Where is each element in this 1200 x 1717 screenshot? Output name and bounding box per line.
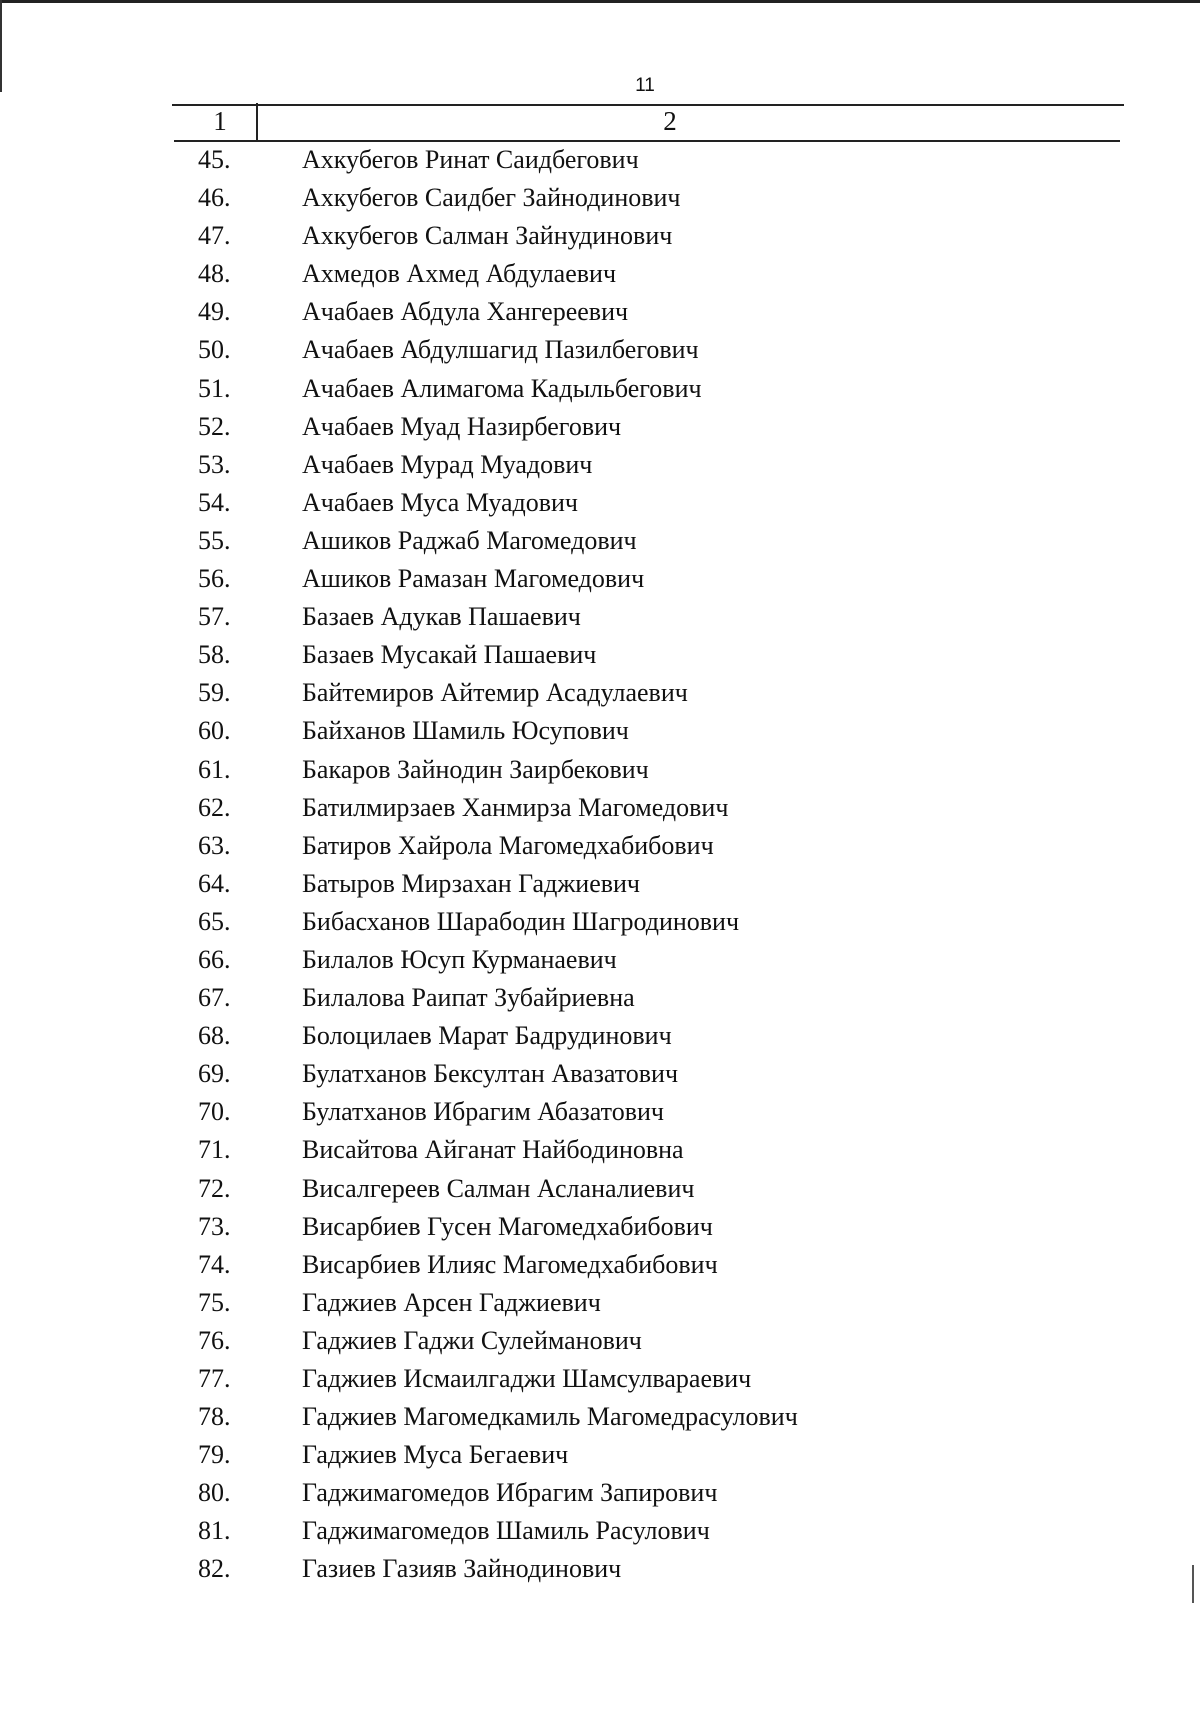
- person-name: Гаджиев Гаджи Сулейманович: [302, 1325, 642, 1355]
- table-row: [0, 979, 1200, 1017]
- row-number: 68.: [198, 1021, 231, 1051]
- table-row: [0, 522, 1200, 560]
- row-number: 77.: [198, 1364, 231, 1393]
- person-name: Аxкубегов Ринат Саидбегович: [302, 145, 639, 174]
- table-row: [0, 1055, 1200, 1093]
- row-number: 54.: [198, 487, 231, 517]
- person-name: Ачабаев Алимагома Кадыльбегович: [302, 373, 702, 403]
- row-number: 47.: [198, 221, 231, 251]
- person-name: Батиров Хайрола Магомедхабибович: [302, 830, 714, 860]
- person-name: Аxкубегов Саидбег Зайнодинович: [302, 183, 681, 213]
- row-number: 59.: [198, 678, 231, 708]
- table-row: [0, 484, 1200, 522]
- person-name: Болоцилаев Марат Бадрудинович: [302, 1021, 672, 1051]
- table-row: [0, 293, 1200, 331]
- table-row: [0, 1512, 1200, 1550]
- name-list: [0, 141, 1200, 1589]
- person-name: Ашиков Рамазан Магомедович: [302, 564, 645, 594]
- table-row: [0, 1131, 1200, 1169]
- person-name: Базаев Адукав Пашаевич: [302, 602, 581, 632]
- person-name: Гаджимагомедов Шамиль Расулович: [302, 1516, 710, 1546]
- table-row: [0, 827, 1200, 865]
- person-name: Батилмирзаев Ханмирза Магомедович: [302, 792, 729, 822]
- page-number: 11: [635, 75, 655, 96]
- person-name: Ачабаев Абдула Хангереевич: [302, 297, 629, 327]
- row-number: 51.: [198, 373, 231, 403]
- person-name: Аxкубегов Салман Зайнудинович: [302, 221, 673, 251]
- table-row: [0, 141, 1200, 179]
- row-number: 75.: [198, 1287, 231, 1317]
- row-number: 63.: [198, 830, 231, 860]
- row-number: 76.: [198, 1325, 231, 1355]
- table-row: [0, 560, 1200, 598]
- row-number: 66.: [198, 944, 231, 974]
- row-number: 62.: [198, 792, 231, 822]
- row-number: 73.: [198, 1211, 231, 1241]
- person-name: Висалгереев Салман Асланалиевич: [302, 1173, 695, 1203]
- row-number: 67.: [198, 983, 231, 1013]
- person-name: Бакаров Зайнодин Заирбекович: [302, 754, 649, 784]
- person-name: Ачабаев Мурад Муадович: [302, 449, 593, 479]
- table-row: [0, 1550, 1200, 1588]
- person-name: Гаджиев Исмаилгаджи Шамсулвараевич: [302, 1364, 752, 1393]
- header-column-divider: [256, 103, 258, 141]
- row-number: 45.: [198, 145, 231, 174]
- row-number: 49.: [198, 297, 231, 327]
- table-row: [0, 751, 1200, 789]
- row-number: 70.: [198, 1097, 231, 1127]
- row-number: 65.: [198, 906, 231, 936]
- row-number: 74.: [198, 1249, 231, 1279]
- row-number: 80.: [198, 1478, 231, 1508]
- person-name: Гаджиев Муса Бегаевич: [302, 1440, 569, 1470]
- row-number: 53.: [198, 449, 231, 479]
- row-number: 69.: [198, 1059, 231, 1089]
- table-row: [0, 674, 1200, 712]
- person-name: Ашиков Раджаб Магомедович: [302, 525, 637, 555]
- person-name: Висарбиев Гусен Магомедхабибович: [302, 1211, 713, 1241]
- row-number: 79.: [198, 1440, 231, 1470]
- person-name: Байханов Шамиль Юсупович: [302, 716, 629, 746]
- table-row: [0, 865, 1200, 903]
- person-name: Байтемиров Айтемир Асадулаевич: [302, 678, 688, 708]
- row-number: 48.: [198, 259, 231, 289]
- table-row: [0, 1474, 1200, 1512]
- table-row: [0, 1360, 1200, 1398]
- table-row: [0, 1017, 1200, 1055]
- table-row: [0, 408, 1200, 446]
- table-row: [0, 1284, 1200, 1322]
- table-row: [0, 255, 1200, 293]
- table-row: [0, 1398, 1200, 1436]
- table-row: [0, 446, 1200, 484]
- person-name: Висайтова Айганат Найбодиновна: [302, 1135, 684, 1165]
- person-name: Билалов Юсуп Курманаевич: [302, 944, 617, 974]
- table-row: [0, 941, 1200, 979]
- table-row: [0, 598, 1200, 636]
- person-name: Гаджиев Арсен Гаджиевич: [302, 1287, 601, 1317]
- person-name: Ачабаев Муса Муадович: [302, 487, 579, 517]
- person-name: Висарбиев Илияс Магомедхабибович: [302, 1249, 718, 1279]
- row-number: 64.: [198, 868, 231, 898]
- table-row: [0, 636, 1200, 674]
- row-number: 60.: [198, 716, 231, 746]
- table-row: [0, 1170, 1200, 1208]
- row-number: 58.: [198, 640, 231, 670]
- person-name: Ачабаев Абдулшагид Пазилбегович: [302, 335, 699, 365]
- table-row: [0, 789, 1200, 827]
- row-number: 52.: [198, 411, 231, 441]
- scan-edge-top: [0, 0, 1200, 3]
- scan-edge-left: [0, 0, 2, 92]
- row-number: 56.: [198, 564, 231, 594]
- table-row: [0, 712, 1200, 750]
- person-name: Гаджиев Магомедкамиль Магомедрасулович: [302, 1402, 798, 1432]
- table-row: [0, 217, 1200, 255]
- row-number: 72.: [198, 1173, 231, 1203]
- person-name: Булатханов Ибрагим Абазатович: [302, 1097, 664, 1127]
- person-name: Гаджимагомедов Ибрагим Запирович: [302, 1478, 718, 1508]
- row-number: 55.: [198, 525, 231, 555]
- person-name: Газиев Газияв Зайнодинович: [302, 1554, 622, 1584]
- row-number: 50.: [198, 335, 231, 365]
- person-name: Базаев Мусакай Пашаевич: [302, 640, 597, 670]
- table-row: [0, 1322, 1200, 1360]
- table-row: [0, 1246, 1200, 1284]
- row-number: 61.: [198, 754, 231, 784]
- person-name: Ачабаев Муад Назирбегович: [302, 411, 622, 441]
- row-number: 57.: [198, 602, 231, 632]
- row-number: 71.: [198, 1135, 231, 1165]
- table-row: [0, 1436, 1200, 1474]
- header-column-2: 2: [663, 106, 677, 136]
- row-number: 78.: [198, 1402, 231, 1432]
- person-name: Булатханов Бексултан Авазатович: [302, 1059, 679, 1089]
- table-row: [0, 370, 1200, 408]
- table-row: [0, 179, 1200, 217]
- person-name: Ахмедов Ахмед Абдулаевич: [302, 259, 617, 289]
- table-row: [0, 903, 1200, 941]
- row-number: 82.: [198, 1554, 231, 1584]
- person-name: Билалова Раипат Зубайриевна: [302, 983, 635, 1013]
- person-name: Батыров Мирзахан Гаджиевич: [302, 868, 641, 898]
- table-row: [0, 1093, 1200, 1131]
- header-column-1: 1: [213, 106, 227, 136]
- row-number: 46.: [198, 183, 231, 213]
- person-name: Бибасханов Шарабодин Шагродинович: [302, 906, 740, 936]
- table-row: [0, 331, 1200, 369]
- row-number: 81.: [198, 1516, 231, 1546]
- table-row: [0, 1208, 1200, 1246]
